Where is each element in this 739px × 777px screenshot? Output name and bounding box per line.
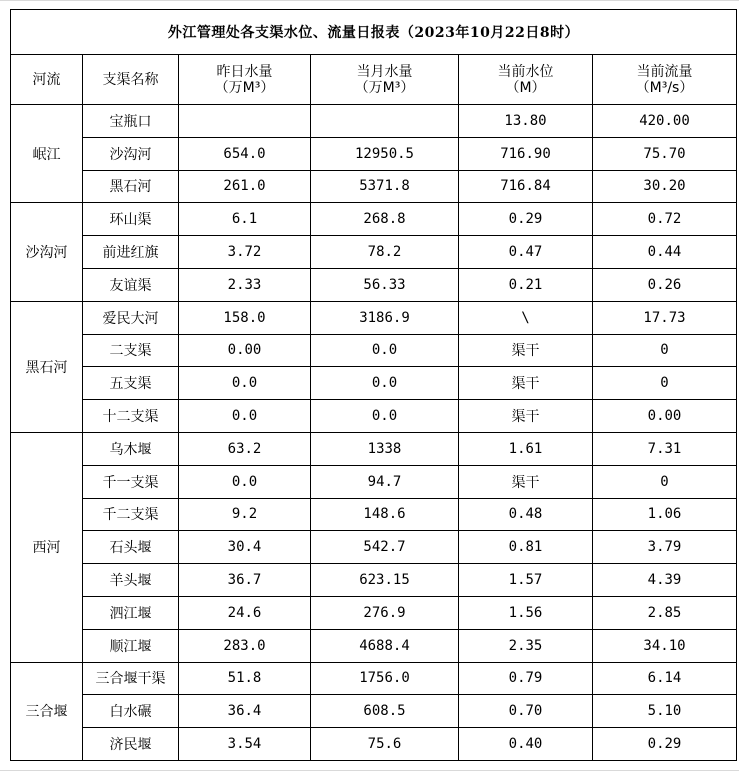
- table-row: [11, 531, 737, 564]
- month-volume-cell[interactable]: 5371.8: [311, 170, 459, 203]
- current-level-cell[interactable]: 1.56: [459, 596, 593, 629]
- month-volume-cell[interactable]: [311, 105, 459, 138]
- month-volume-cell[interactable]: 0.0: [311, 334, 459, 367]
- table-row: [11, 728, 737, 761]
- current-flow-cell[interactable]: 0.26: [593, 268, 737, 301]
- canal-name-cell[interactable]: 二支渠: [83, 334, 179, 367]
- table-row: [11, 564, 737, 597]
- current-flow-cell[interactable]: 420.00: [593, 105, 737, 138]
- table-row: [11, 367, 737, 400]
- current-flow-cell[interactable]: 0: [593, 367, 737, 400]
- canal-name-cell[interactable]: 泗江堰: [83, 596, 179, 629]
- current-level-cell[interactable]: 渠干: [459, 400, 593, 433]
- current-flow-cell[interactable]: 34.10: [593, 629, 737, 662]
- table-row: [11, 236, 737, 269]
- month-volume-cell[interactable]: 4688.4: [311, 629, 459, 662]
- current-flow-cell[interactable]: 0: [593, 334, 737, 367]
- current-level-cell[interactable]: 0.48: [459, 498, 593, 531]
- header-month-line1: 当月水量: [356, 63, 413, 80]
- current-flow-cell[interactable]: 4.39: [593, 564, 737, 597]
- canal-name-cell[interactable]: 前进红旗: [83, 236, 179, 269]
- header-level-line2: （M）: [505, 79, 546, 96]
- canal-name-cell[interactable]: 黑石河: [83, 170, 179, 203]
- yesterday-volume-cell[interactable]: 63.2: [179, 432, 311, 465]
- month-volume-cell[interactable]: 1756.0: [311, 662, 459, 695]
- current-level-cell[interactable]: 渠干: [459, 334, 593, 367]
- header-current-flow[interactable]: [593, 55, 737, 105]
- current-level-cell[interactable]: 0.29: [459, 203, 593, 236]
- current-level-cell[interactable]: 0.81: [459, 531, 593, 564]
- canal-name-cell[interactable]: 羊头堰: [83, 564, 179, 597]
- table-row: [11, 170, 737, 203]
- header-yesterday-volume[interactable]: [179, 55, 311, 105]
- yesterday-volume-cell[interactable]: 6.1: [179, 203, 311, 236]
- table-row: [11, 137, 737, 170]
- yesterday-volume-cell[interactable]: 0.0: [179, 400, 311, 433]
- current-flow-cell[interactable]: 6.14: [593, 662, 737, 695]
- table-row: [11, 203, 737, 236]
- canal-name-cell[interactable]: 济民堰: [83, 728, 179, 761]
- current-flow-cell[interactable]: 0.44: [593, 236, 737, 269]
- current-flow-cell[interactable]: 17.73: [593, 301, 737, 334]
- table-row: [11, 596, 737, 629]
- canal-name-cell[interactable]: 环山渠: [83, 203, 179, 236]
- header-month-volume[interactable]: [311, 55, 459, 105]
- current-level-cell[interactable]: 0.70: [459, 695, 593, 728]
- header-yesterday-line2: （万M³）: [214, 79, 275, 96]
- current-level-cell[interactable]: 0.40: [459, 728, 593, 761]
- current-level-cell[interactable]: \: [459, 301, 593, 334]
- current-flow-cell[interactable]: 0.00: [593, 400, 737, 433]
- month-volume-cell[interactable]: 12950.5: [311, 137, 459, 170]
- yesterday-volume-cell[interactable]: 3.54: [179, 728, 311, 761]
- header-flow-line1: 当前流量: [636, 63, 693, 80]
- yesterday-volume-cell[interactable]: 51.8: [179, 662, 311, 695]
- header-flow-line2: （M³/s）: [635, 79, 694, 96]
- current-flow-cell[interactable]: 0.72: [593, 203, 737, 236]
- header-canal[interactable]: 支渠名称: [83, 55, 179, 105]
- current-flow-cell[interactable]: 5.10: [593, 695, 737, 728]
- river-cell[interactable]: 沙沟河: [11, 203, 83, 301]
- river-cell[interactable]: 黑石河: [11, 301, 83, 432]
- table-row: [11, 695, 737, 728]
- current-flow-cell[interactable]: 0: [593, 465, 737, 498]
- header-row: [11, 55, 737, 105]
- current-flow-cell[interactable]: 2.85: [593, 596, 737, 629]
- river-cell[interactable]: 三合堰: [11, 662, 83, 760]
- header-current-level[interactable]: [459, 55, 593, 105]
- current-level-cell[interactable]: 13.80: [459, 105, 593, 138]
- month-volume-cell[interactable]: 78.2: [311, 236, 459, 269]
- current-level-cell[interactable]: 0.21: [459, 268, 593, 301]
- month-volume-cell[interactable]: 542.7: [311, 531, 459, 564]
- month-volume-cell[interactable]: 0.0: [311, 367, 459, 400]
- yesterday-volume-cell[interactable]: 9.2: [179, 498, 311, 531]
- current-level-cell[interactable]: 716.84: [459, 170, 593, 203]
- current-flow-cell[interactable]: 30.20: [593, 170, 737, 203]
- month-volume-cell[interactable]: 268.8: [311, 203, 459, 236]
- current-level-cell[interactable]: 渠干: [459, 465, 593, 498]
- yesterday-volume-cell[interactable]: 36.4: [179, 695, 311, 728]
- yesterday-volume-cell[interactable]: 283.0: [179, 629, 311, 662]
- month-volume-cell[interactable]: 1338: [311, 432, 459, 465]
- yesterday-volume-cell[interactable]: 0.0: [179, 367, 311, 400]
- table-row: [11, 105, 737, 138]
- header-level-line1: 当前水位: [497, 63, 554, 80]
- current-flow-cell[interactable]: 3.79: [593, 531, 737, 564]
- yesterday-volume-cell[interactable]: 0.0: [179, 465, 311, 498]
- current-flow-cell[interactable]: 0.29: [593, 728, 737, 761]
- month-volume-cell[interactable]: 276.9: [311, 596, 459, 629]
- table-row: [11, 400, 737, 433]
- current-level-cell[interactable]: 渠干: [459, 367, 593, 400]
- current-flow-cell[interactable]: 7.31: [593, 432, 737, 465]
- canal-name-cell[interactable]: 白水碾: [83, 695, 179, 728]
- canal-name-cell[interactable]: 沙沟河: [83, 137, 179, 170]
- canal-name-cell[interactable]: 宝瓶口: [83, 105, 179, 138]
- header-month-line2: （万M³）: [354, 79, 415, 96]
- yesterday-volume-cell[interactable]: [179, 105, 311, 138]
- table-row: [11, 662, 737, 695]
- yesterday-volume-cell[interactable]: 261.0: [179, 170, 311, 203]
- table-row: [11, 498, 737, 531]
- river-cell[interactable]: 岷江: [11, 105, 83, 203]
- canal-name-cell[interactable]: 三合堰干渠: [83, 662, 179, 695]
- current-flow-cell[interactable]: 1.06: [593, 498, 737, 531]
- yesterday-volume-cell[interactable]: 158.0: [179, 301, 311, 334]
- month-volume-cell[interactable]: 148.6: [311, 498, 459, 531]
- canal-name-cell[interactable]: 顺江堰: [83, 629, 179, 662]
- table-row: [11, 334, 737, 367]
- yesterday-volume-cell[interactable]: 3.72: [179, 236, 311, 269]
- table-row: [11, 465, 737, 498]
- yesterday-volume-cell[interactable]: 36.7: [179, 564, 311, 597]
- current-level-cell[interactable]: 2.35: [459, 629, 593, 662]
- yesterday-volume-cell[interactable]: 654.0: [179, 137, 311, 170]
- month-volume-cell[interactable]: 75.6: [311, 728, 459, 761]
- canal-name-cell[interactable]: 爱民大河: [83, 301, 179, 334]
- header-yesterday-line1: 昨日水量: [216, 63, 273, 80]
- canal-name-cell[interactable]: 十二支渠: [83, 400, 179, 433]
- canal-name-cell[interactable]: 乌木堰: [83, 432, 179, 465]
- current-level-cell[interactable]: 0.79: [459, 662, 593, 695]
- yesterday-volume-cell[interactable]: 30.4: [179, 531, 311, 564]
- canal-name-cell[interactable]: 千一支渠: [83, 465, 179, 498]
- yesterday-volume-cell[interactable]: 24.6: [179, 596, 311, 629]
- table-row: [11, 268, 737, 301]
- current-level-cell[interactable]: 716.90: [459, 137, 593, 170]
- table-row: [11, 301, 737, 334]
- report-title[interactable]: 外江管理处各支渠水位、流量日报表（2023年10月22日8时）: [11, 10, 737, 55]
- month-volume-cell[interactable]: 3186.9: [311, 301, 459, 334]
- current-flow-cell[interactable]: 75.70: [593, 137, 737, 170]
- header-river[interactable]: 河流: [11, 55, 83, 105]
- table-row: [11, 629, 737, 662]
- canal-name-cell[interactable]: 千二支渠: [83, 498, 179, 531]
- month-volume-cell[interactable]: 0.0: [311, 400, 459, 433]
- current-level-cell[interactable]: 0.47: [459, 236, 593, 269]
- month-volume-cell[interactable]: 608.5: [311, 695, 459, 728]
- canal-name-cell[interactable]: 石头堰: [83, 531, 179, 564]
- current-level-cell[interactable]: 1.57: [459, 564, 593, 597]
- month-volume-cell[interactable]: 94.7: [311, 465, 459, 498]
- current-level-cell[interactable]: 1.61: [459, 432, 593, 465]
- yesterday-volume-cell[interactable]: 0.00: [179, 334, 311, 367]
- month-volume-cell[interactable]: 623.15: [311, 564, 459, 597]
- yesterday-volume-cell[interactable]: 2.33: [179, 268, 311, 301]
- river-cell[interactable]: 西河: [11, 432, 83, 662]
- table-row: [11, 432, 737, 465]
- canal-name-cell[interactable]: 友谊渠: [83, 268, 179, 301]
- canal-name-cell[interactable]: 五支渠: [83, 367, 179, 400]
- daily-report-table: [10, 9, 737, 761]
- month-volume-cell[interactable]: 56.33: [311, 268, 459, 301]
